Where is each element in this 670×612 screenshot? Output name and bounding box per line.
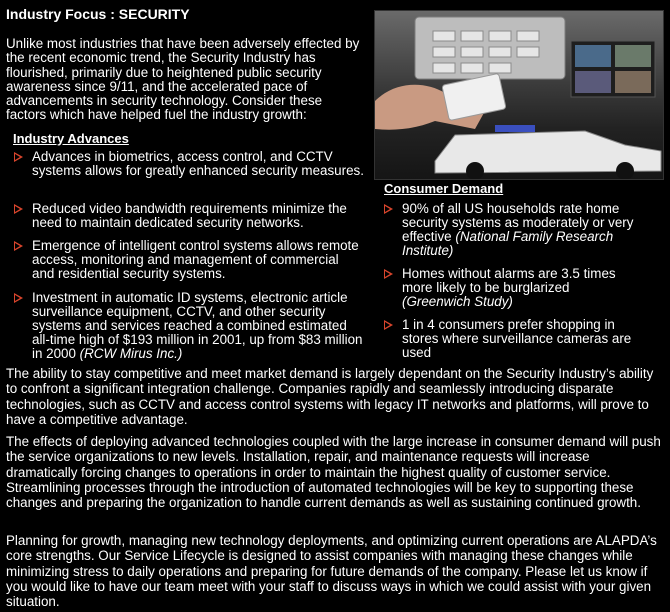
body-paragraph: The ability to stay competitive and meet market demand is largely dependant on the Security Industry’s ability to confront a significant integration challenge. Companies rapidly and seamlessly introducing disparate technologies, such as CCTV and access control systems with legacy IT networks and platforms, will prove to have a competitive advantage. <box>6 366 654 427</box>
source-citation: (RCW Mirus Inc.) <box>79 346 183 361</box>
triangle-bullet-icon <box>14 241 23 251</box>
triangle-bullet-icon <box>14 293 23 303</box>
list-item: 1 in 4 consumers prefer shopping in stores where surveillance cameras are used <box>382 318 644 360</box>
list-item: Reduced video bandwidth requirements minimize the need to maintain dedicated security networks. <box>12 202 364 239</box>
consumer-demand-heading: Consumer Demand <box>384 181 504 196</box>
body-paragraph: The effects of deploying advanced technologies coupled with the large increase in consumer demand will push the service organizations to new levels. Installation, repair, and maintenance requests will increase dramatically forcing changes to operations in order to maintain the highest quality of customer service. Streamlining processes through the introduction of automated technologies will be key to supporting these changes and preparing the organization to handle current demands as well as sustaining continued growth. <box>6 434 661 511</box>
security-collage-image <box>374 10 664 180</box>
industry-advances-heading: Industry Advances <box>13 131 129 146</box>
access-card <box>442 73 506 120</box>
list-item: Advances in biometrics, access control, and CCTV systems allows for greatly enhanced security measures. <box>12 150 364 202</box>
list-item: Homes without alarms are 3.5 times more likely to be burglarized (Greenwich Study) <box>382 267 644 318</box>
list-item: Investment in automatic ID systems, electronic article surveillance equipment, CCTV, and other security systems and services reached a combined estimated all-time high of $193 million in 2001, up from $83 million in 2000 (RCW Mirus Inc.) <box>12 291 364 361</box>
triangle-bullet-icon <box>14 204 23 214</box>
body-paragraph: Planning for growth, managing new technology deployments, and optimizing current operations are ALAPDA’s core strengths. Our Service Lifecycle is designed to assist companies with managing these changes while minimizing stress to daily operations and preparing for future demands of the company. Please let us know if you would like to have our team meet with your staff to discuss ways in which we could assist with your given situation. <box>6 533 657 610</box>
page-title: Industry Focus : SECURITY <box>6 6 190 22</box>
triangle-bullet-icon <box>384 204 393 214</box>
triangle-bullet-icon <box>384 320 393 330</box>
list-item: Emergence of intelligent control systems allows remote access, monitoring and management of commercial and residential security systems. <box>12 239 364 291</box>
industry-advances-list <box>12 150 364 361</box>
triangle-bullet-icon <box>384 269 393 279</box>
source-citation: (Greenwich Study) <box>402 294 513 309</box>
intro-paragraph: Unlike most industries that have been adversely effected by the recent economic trend, the Security Industry has flourished, primarily due to heightened public security awareness since 9/11, and the accelerated pace of advancements in security technology. Consider these factors which have helped fuel the industry growth: <box>6 36 360 123</box>
list-item: 90% of all US households rate home security systems as moderately or very effective (National Family Research Institute) <box>382 202 644 267</box>
consumer-demand-list <box>382 202 644 360</box>
source-citation: (National Family Research Institute) <box>402 229 614 258</box>
triangle-bullet-icon <box>14 152 23 162</box>
